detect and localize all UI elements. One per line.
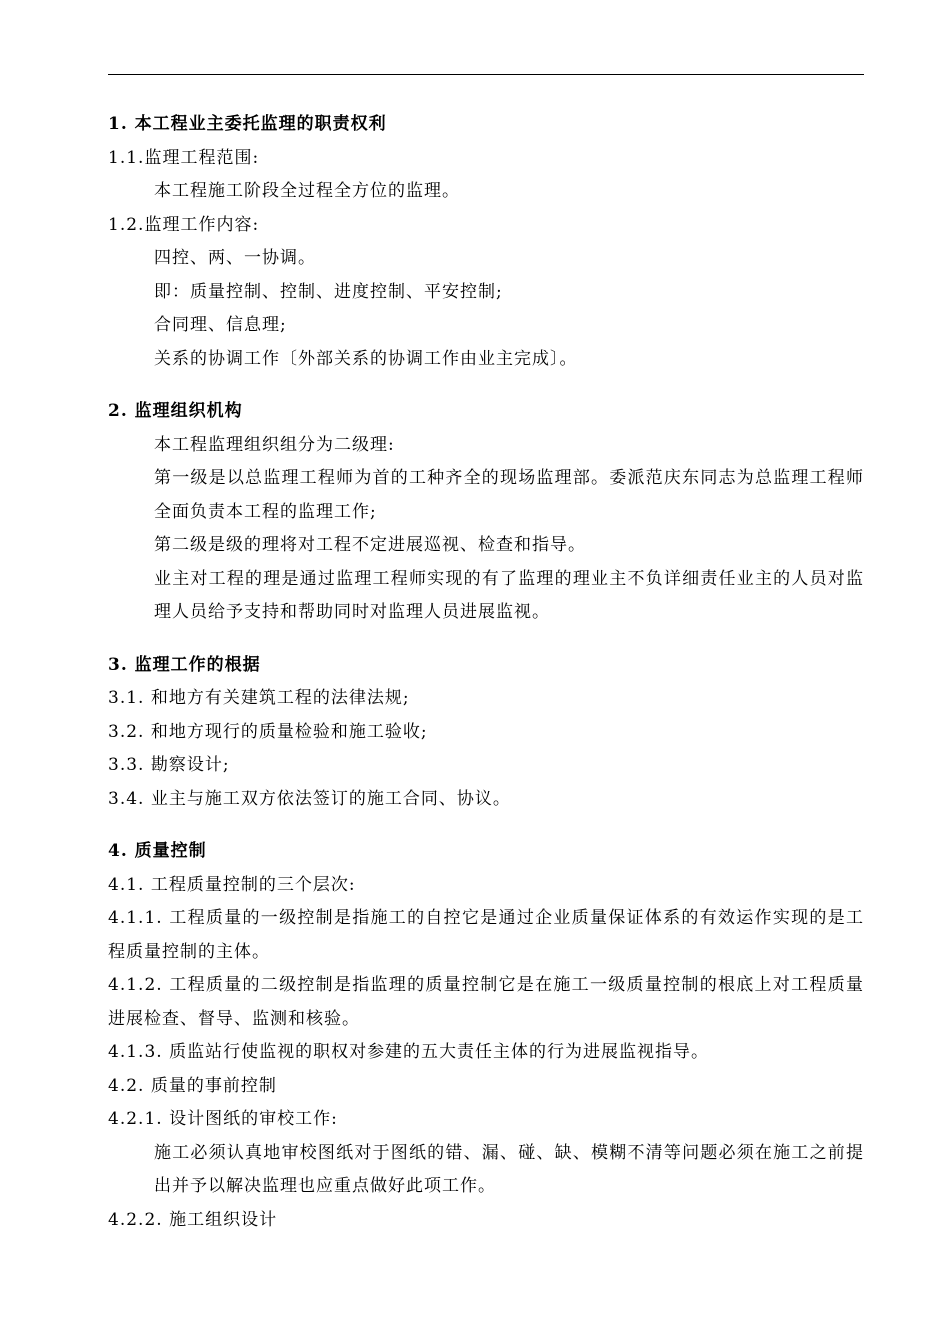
paragraph: 4.2.1. 设计图纸的审校工作: <box>108 1109 338 1129</box>
section-2 <box>108 395 864 630</box>
paragraph: 本工程施工阶段全过程全方位的监理。 <box>154 181 460 201</box>
paragraph: 施工必须认真地审校图纸对于图纸的错、漏、碰、缺、模糊不清等问题必须在施工之前提出并予以解决监理也应重点做好此项工作。 <box>154 1142 864 1196</box>
paragraph: 4.1.2. 工程质量的二级控制是指监理的质量控制它是在施工一级质量控制的根底上对工程质量进展检查、督导、监测和核验。 <box>108 975 864 1029</box>
paragraph: 第一级是以总监理工程师为首的工种齐全的现场监理部。委派范庆东同志为总监理工程师全面负责本工程的监理工作; <box>154 468 864 522</box>
section-4 <box>108 835 864 1237</box>
section-1 <box>108 108 864 376</box>
paragraph: 关系的协调工作〔外部关系的协调工作由业主完成〕。 <box>154 348 578 369</box>
document-body <box>108 108 864 1237</box>
section-heading: 4. 质量控制 <box>108 841 207 861</box>
paragraph: 4.2. 质量的事前控制 <box>108 1075 277 1096</box>
paragraph: 4.2.2. 施工组织设计 <box>108 1209 278 1230</box>
paragraph: 3.4. 业主与施工双方依法签订的施工合同、协议。 <box>108 788 511 809</box>
paragraph: 本工程监理组织组分为二级理: <box>154 434 395 455</box>
paragraph: 1.1.监理工程范围: <box>108 147 260 168</box>
paragraph: 3.1. 和地方有关建筑工程的法律法规; <box>108 688 410 708</box>
paragraph: 四控、两、一协调。 <box>154 248 316 268</box>
paragraph: 4.1.1. 工程质量的一级控制是指施工的自控它是通过企业质量保证体系的有效运作实现的是工程质量控制的主体。 <box>108 908 864 962</box>
paragraph: 3.2. 和地方现行的质量检验和施工验收; <box>108 721 428 742</box>
section-heading: 3. 监理工作的根据 <box>108 654 261 675</box>
header-rule <box>108 74 864 75</box>
paragraph: 合同理、信息理; <box>154 315 287 335</box>
section-3 <box>108 649 864 817</box>
paragraph: 即：质量控制、控制、进度控制、平安控制; <box>154 281 503 302</box>
paragraph: 业主对工程的理是通过监理工程师实现的有了监理的理业主不负详细责任业主的人员对监理人员给予支持和帮助同时对监理人员进展监视。 <box>154 568 864 622</box>
section-heading: 2. 监理组织机构 <box>108 401 243 421</box>
paragraph: 1.2.监理工作内容: <box>108 214 260 235</box>
paragraph: 第二级是级的理将对工程不定进展巡视、检查和指导。 <box>154 535 586 555</box>
paragraph: 4.1. 工程质量控制的三个层次: <box>108 874 356 895</box>
paragraph: 4.1.3. 质监站行使监视的职权对参建的五大责任主体的行为进展监视指导。 <box>108 1042 710 1062</box>
section-heading: 1. 本工程业主委托监理的职责权利 <box>108 114 387 134</box>
paragraph: 3.3. 勘察设计; <box>108 755 230 775</box>
